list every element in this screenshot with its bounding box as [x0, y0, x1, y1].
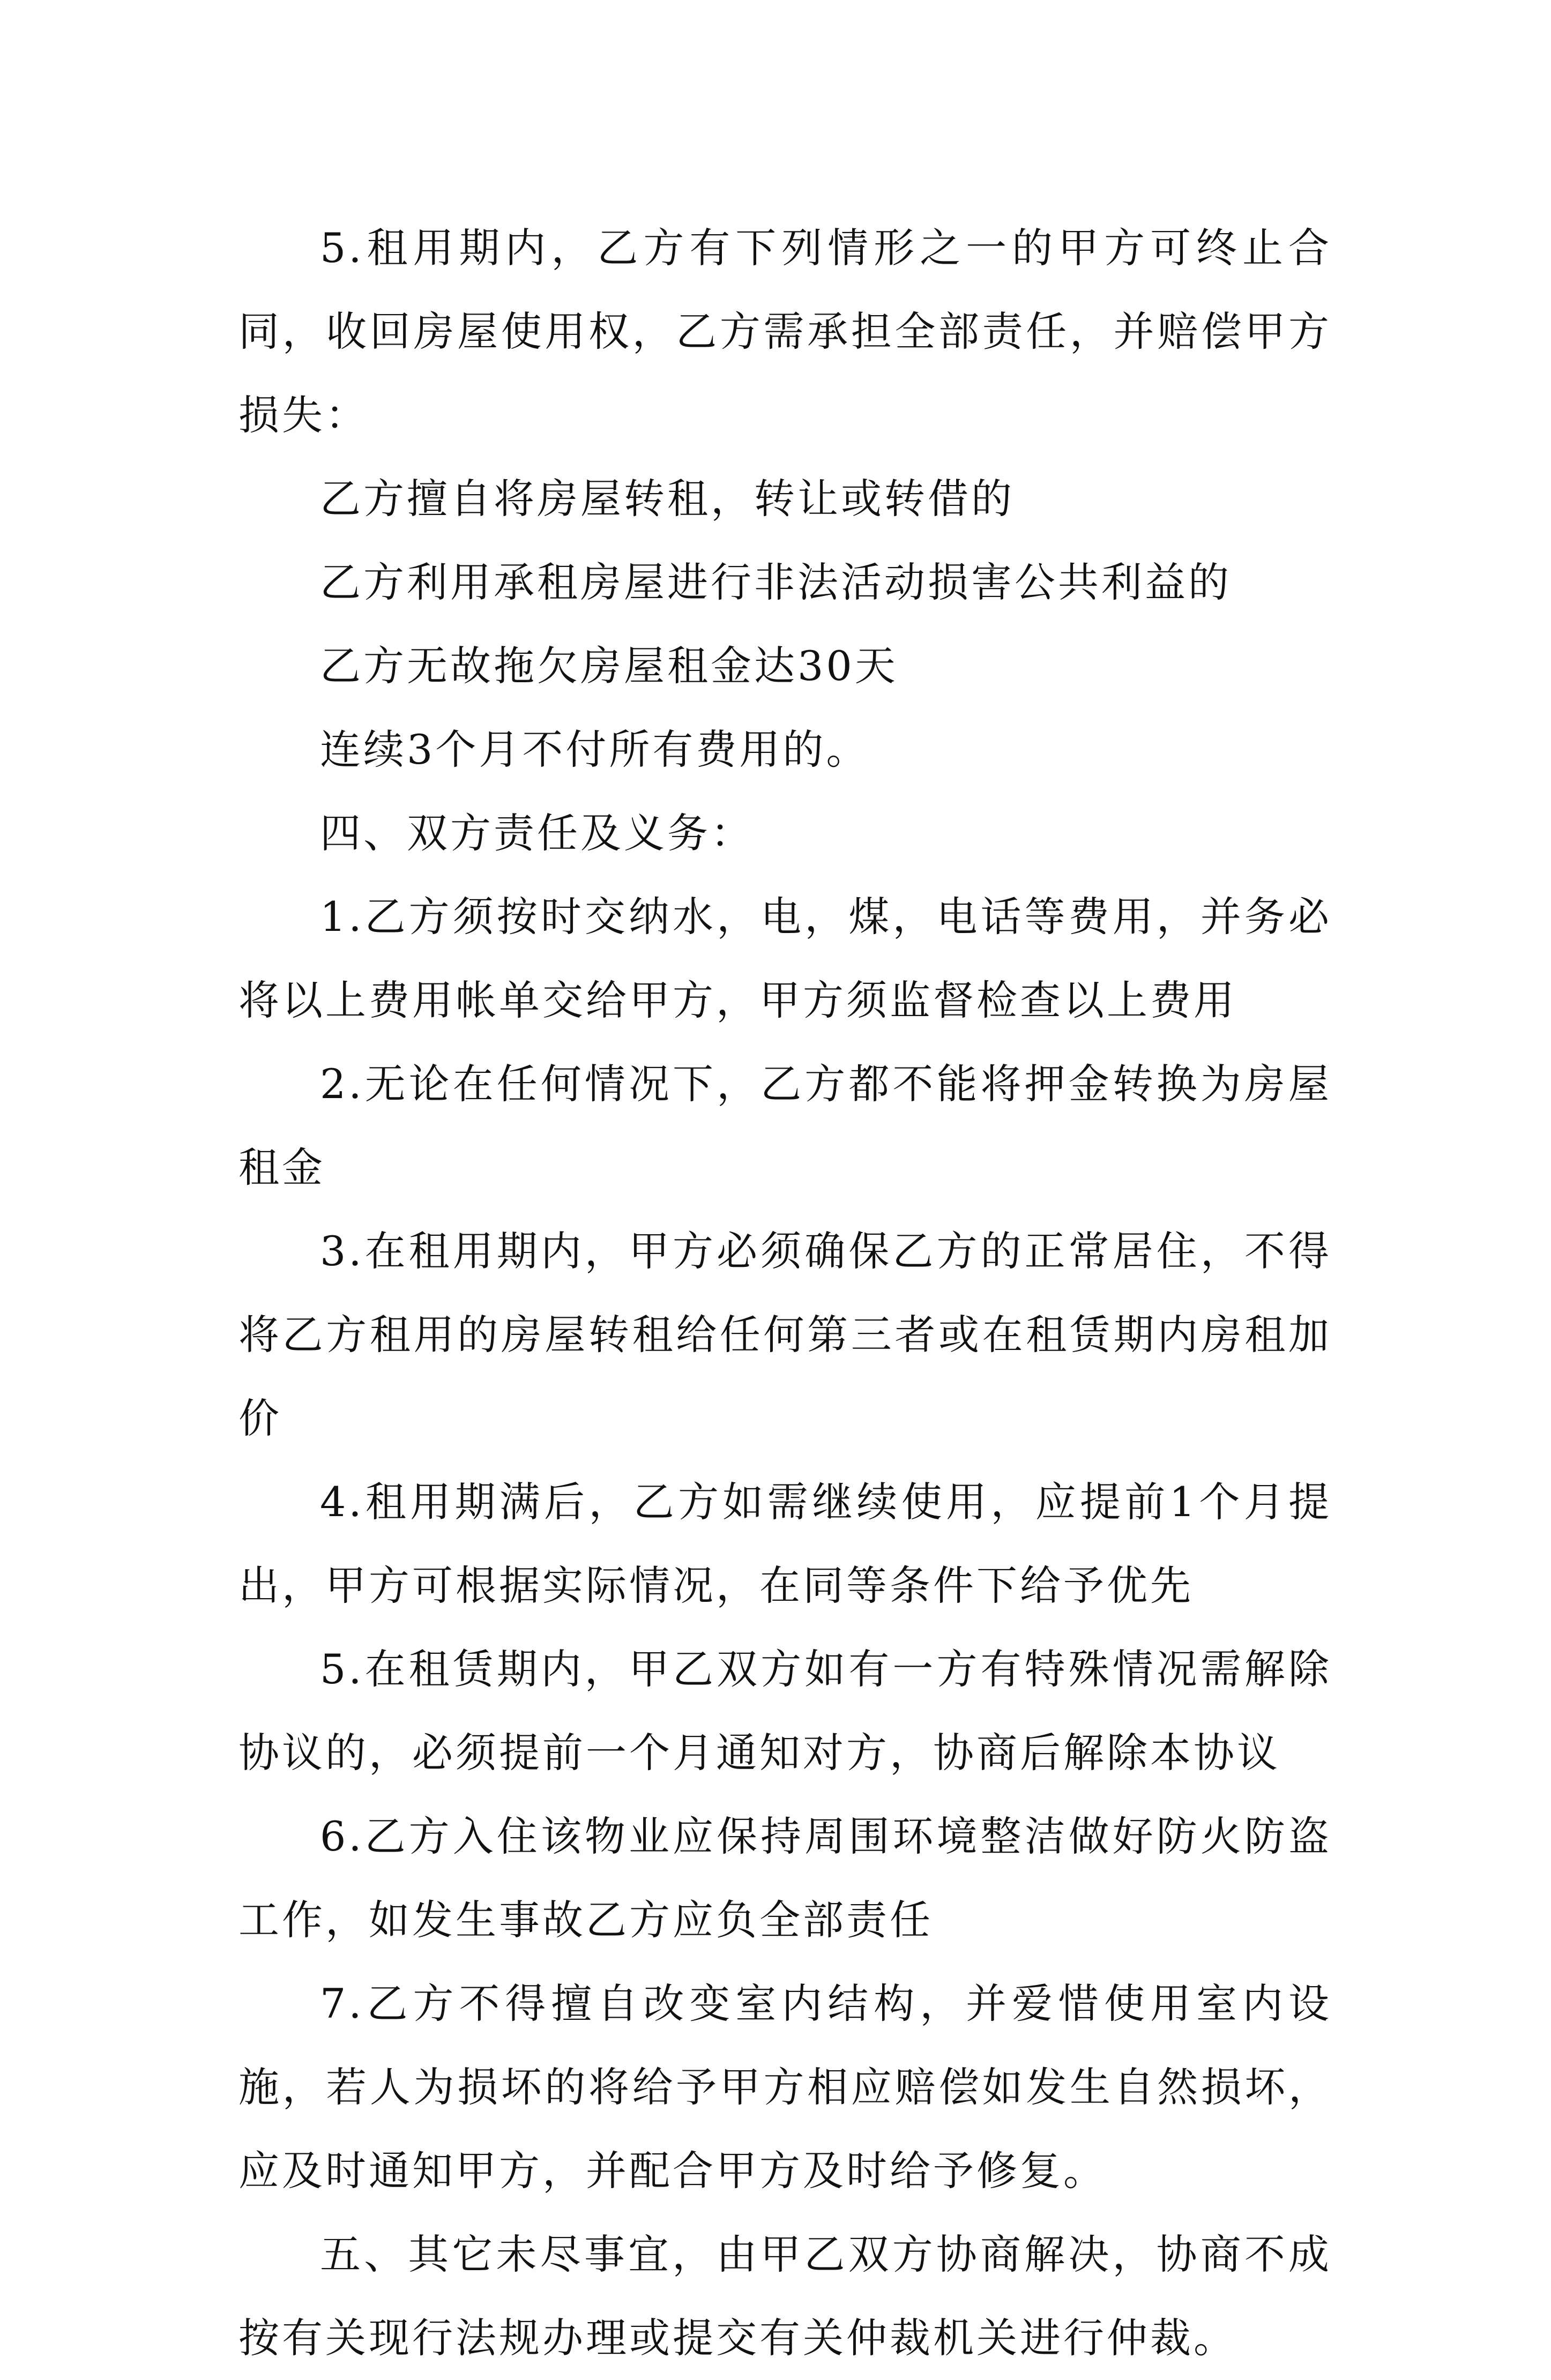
paragraph-duty-7: 7.乙方不得擅自改变室内结构，并爱惜使用室内设施，若人为损坏的将给予甲方相应赔偿如发生自然损坏，应及时通知甲方，并配合甲方及时给予修复。: [238, 1980, 1332, 2195]
paragraph-rent-arrears-condition: 乙方无故拖欠房屋租金达30天: [320, 642, 898, 690]
document-body: [238, 206, 1332, 2380]
paragraph-sublet-condition: 乙方擅自将房屋转租，转让或转借的: [320, 475, 1015, 523]
paragraph-duty-1: 1.乙方须按时交纳水，电，煤，电话等费用，并务必将以上费用帐单交给甲方，甲方须监督检查以上费用: [238, 893, 1332, 1024]
paragraph-unpaid-fees-condition: 连续3个月不付所有费用的。: [320, 726, 870, 773]
section-heading-other-matters: 五、其它未尽事宜，由甲乙双方协商解决，协商不成按有关现行法规办理或提交有关仲裁机关进行仲裁。: [238, 2230, 1332, 2362]
paragraph-illegal-activity-condition: 乙方利用承租房屋进行非法活动损害公共利益的: [320, 558, 1232, 606]
paragraph-duty-6: 6.乙方入住该物业应保持周围环境整洁做好防火防盗工作，如发生事故乙方应负全部责任: [238, 1812, 1332, 1944]
paragraph-clause-5-termination: 5.租用期内，乙方有下列情形之一的甲方可终止合同，收回房屋使用权，乙方需承担全部责任，并赔偿甲方损失：: [238, 224, 1332, 439]
paragraph-duty-3: 3.在租用期内，甲方必须确保乙方的正常居住，不得将乙方租用的房屋转租给任何第三者或在租赁期内房租加价: [238, 1227, 1332, 1442]
section-heading-responsibilities: 四、双方责任及义务：: [320, 809, 754, 857]
paragraph-duty-2: 2.无论在任何情况下，乙方都不能将押金转换为房屋租金: [238, 1060, 1332, 1191]
paragraph-duty-5: 5.在租赁期内，甲乙双方如有一方有特殊情况需解除协议的，必须提前一个月通知对方，协商后解除本协议: [238, 1645, 1332, 1777]
paragraph-duty-4: 4.租用期满后，乙方如需继续使用，应提前1个月提出，甲方可根据实际情况，在同等条件下给予优先: [238, 1478, 1332, 1609]
